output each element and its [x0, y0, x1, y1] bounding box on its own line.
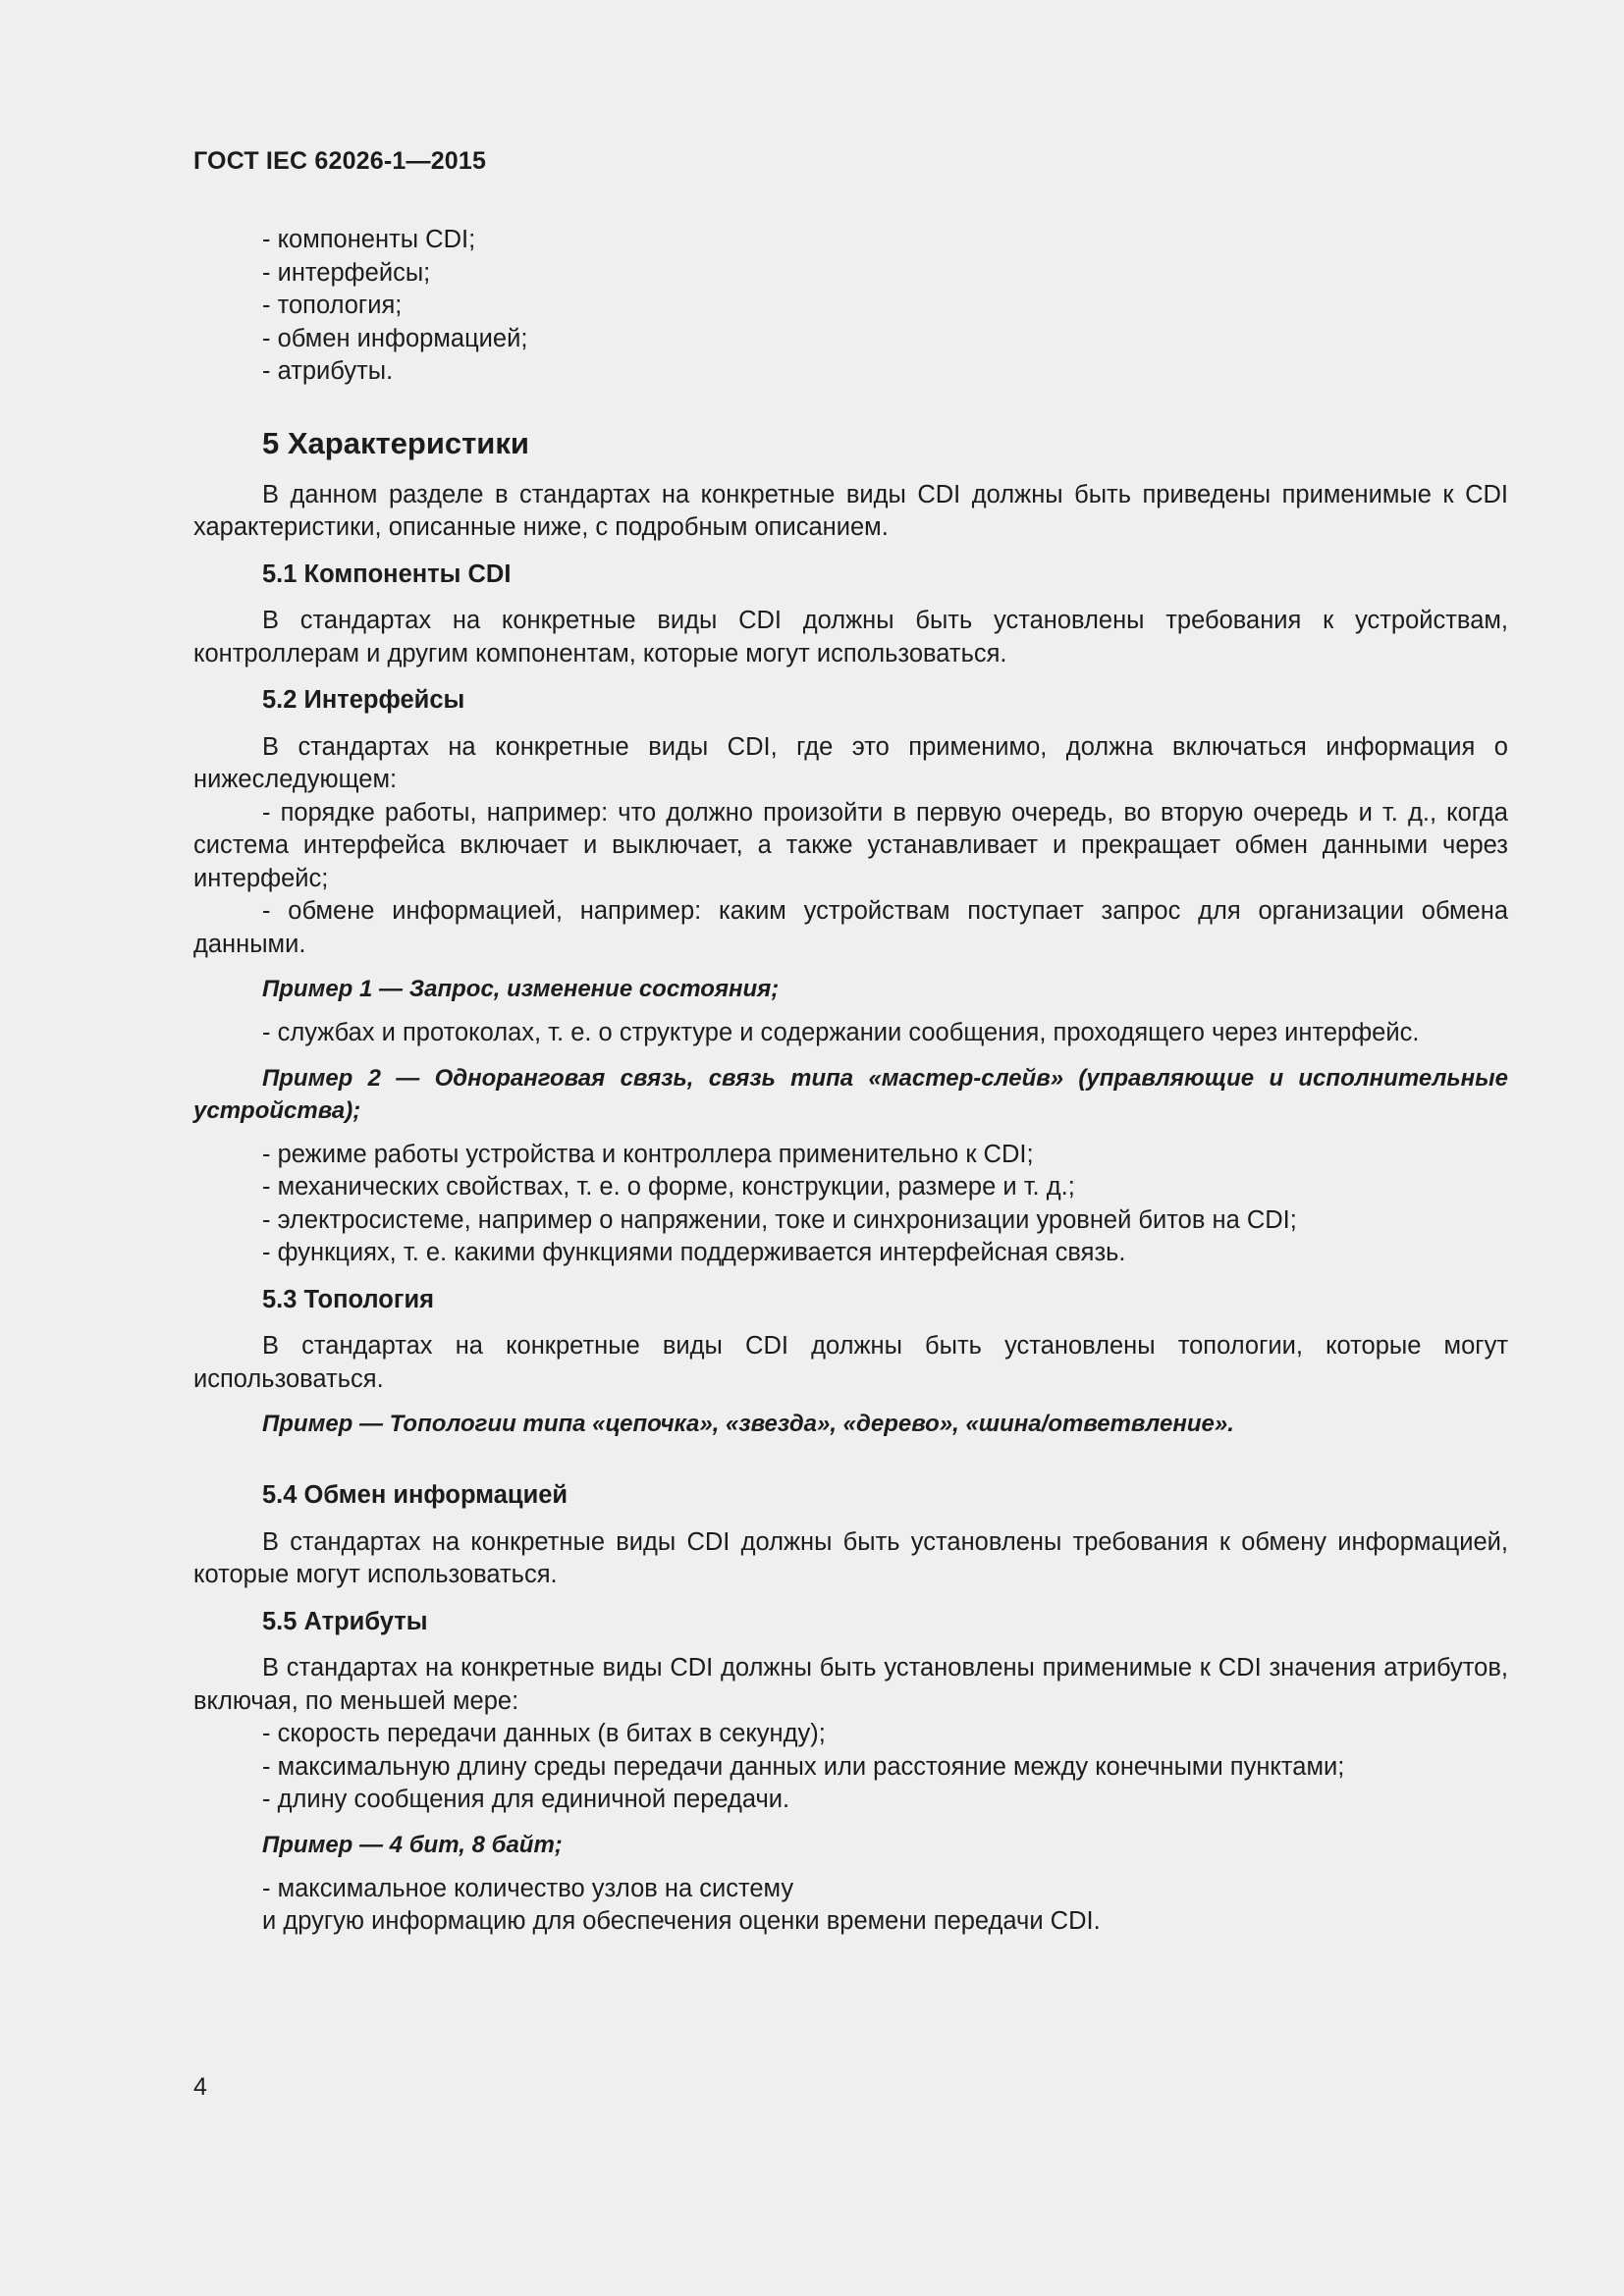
example-1: Пример 1 — Запрос, изменение состояния; [262, 976, 780, 1002]
section-5-5-title: 5.5 Атрибуты [262, 1607, 428, 1635]
section-5-4-title: 5.4 Обмен информацией [262, 1481, 568, 1509]
section-5-2-paragraph: В стандартах на конкретные виды CDI, где это применимо, должна включаться информация о нижеследующем: [193, 732, 1508, 793]
list-item: - длину сообщения для единичной передачи. [262, 1786, 790, 1813]
list-item: - компоненты CDI; [262, 226, 476, 253]
example-attributes: Пример — 4 бит, 8 байт; [262, 1831, 563, 1858]
section-5-2-item: - службах и протоколах, т. е. о структуре и содержании сообщения, проходящего через интерфейс. [262, 1019, 1420, 1046]
section-5-title: 5 Характеристики [262, 425, 529, 460]
section-5-5-list [193, 1718, 1508, 1817]
section-5-2-item: - обмене информацией, например: каким устройствам поступает запрос для организации обмена данными. [193, 897, 1508, 958]
list-item: - функциях, т. е. какими функциями поддерживается интерфейсная связь. [262, 1239, 1126, 1266]
section-5-2-list [193, 1139, 1508, 1270]
list-item: - обмен информацией; [262, 324, 528, 352]
section-5-2-title: 5.2 Интерфейсы [262, 686, 465, 714]
section-5-1-title: 5.1 Компоненты CDI [262, 560, 512, 588]
list-item: - электросистеме, например о напряжении, токе и синхронизации уровней битов на CDI; [262, 1205, 1297, 1234]
section-5-5-paragraph: В стандартах на конкретные виды CDI должны быть установлены применимые к CDI значения атрибутов, включая, по меньшей мере: [193, 1654, 1508, 1715]
document-header: ГОСТ IEC 62026-1—2015 [193, 147, 487, 175]
section-5-2-item: - порядке работы, например: что должно произойти в первую очередь, во вторую очередь и т. д., когда система интерфейса включает и выключает, а также устанавливает и прекращает обмен данными через интерфейс; [193, 798, 1508, 892]
section-5-4-paragraph: В стандартах на конкретные виды CDI должны быть установлены требования к обмену информацией, которые могут использоваться. [193, 1527, 1508, 1588]
list-item: - максимальную длину среды передачи данных или расстояние между конечными пунктами; [262, 1752, 1345, 1781]
section-5-3-title: 5.3 Топология [262, 1285, 435, 1313]
page-content [193, 224, 1508, 1939]
example-2: Пример 2 — Одноранговая связь, связь типа «мастер-слейв» (управляющие и исполнительные устройства); [193, 1064, 1508, 1124]
list-item: - максимальное количество узлов на систему [262, 1874, 794, 1902]
list-item: - механических свойствах, т. е. о форме, конструкции, размере и т. д.; [262, 1173, 1075, 1201]
list-item: - скорость передачи данных (в битах в секунду); [262, 1720, 826, 1747]
list-item: - интерфейсы; [262, 258, 431, 287]
section-5-paragraph: В данном разделе в стандартах на конкретные виды CDI должны быть приведены применимые к CDI характеристики, описанные ниже, с подробным описанием. [193, 480, 1508, 541]
page-number: 4 [193, 2073, 207, 2101]
closing-line: и другую информацию для обеспечения оценки времени передачи CDI. [262, 1907, 1101, 1935]
example-topology: Пример — Топологии типа «цепочка», «звезда», «дерево», «шина/ответвление». [262, 1411, 1234, 1437]
intro-list [193, 224, 1508, 389]
list-item: - топология; [262, 292, 403, 319]
list-item: - режиме работы устройства и контроллера применительно к CDI; [262, 1140, 1034, 1168]
list-item: - атрибуты. [262, 357, 394, 385]
section-5-3-paragraph: В стандартах на конкретные виды CDI должны быть установлены топологии, которые могут использоваться. [193, 1332, 1508, 1393]
section-5-1-paragraph: В стандартах на конкретные виды CDI должны быть установлены требования к устройствам, контроллерам и другим компонентам, которые могут использоваться. [193, 607, 1508, 667]
